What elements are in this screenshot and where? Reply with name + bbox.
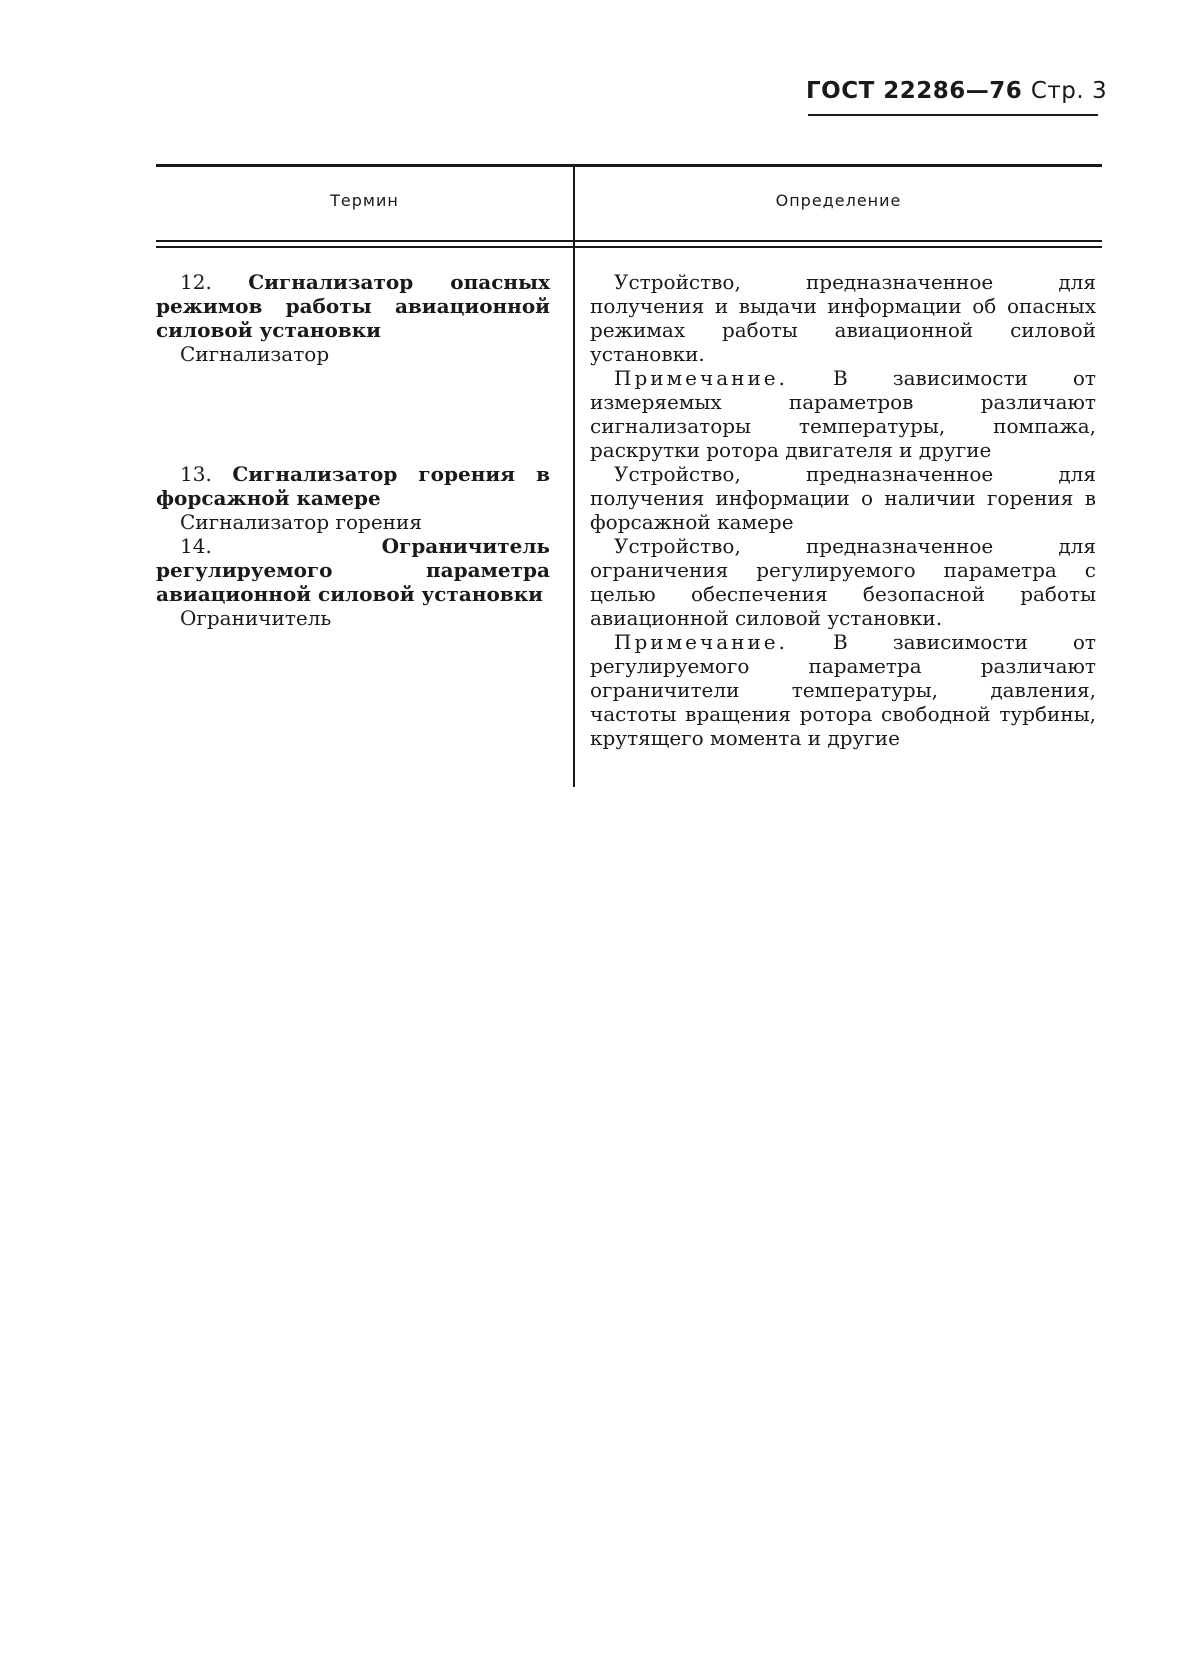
definition-entry-14 xyxy=(590,534,1096,750)
note-label: Примечание. xyxy=(614,630,788,654)
term-number: 14. xyxy=(180,534,212,558)
term-entry-12 xyxy=(156,270,550,366)
note-label: Примечание. xyxy=(614,366,788,390)
definition-entry-12 xyxy=(590,270,1096,462)
term-number: 13. xyxy=(180,462,212,486)
definition-text: Устройство, предназначенное для ограничения регулируемого параметра с целью обеспечения безопасной работы авиационной силовой установки. xyxy=(590,534,1096,630)
column-header-term: Термин xyxy=(330,191,399,210)
definition-entry-13 xyxy=(590,462,1096,534)
doc-id: ГОСТ 22286—76 xyxy=(806,78,1023,104)
table-top-rule xyxy=(156,164,1102,167)
term-short: Ограничитель xyxy=(180,606,332,630)
table-header-rule-double xyxy=(156,246,1102,248)
term-entry-14 xyxy=(156,534,550,630)
term-name: Сигнализатор опасных режимов работы авиационной силовой установки xyxy=(156,270,550,342)
term-name: Сигнализатор горения в форсажной камере xyxy=(156,462,550,510)
term-number: 12. xyxy=(180,270,212,294)
column-divider xyxy=(573,167,575,787)
term-short: Сигнализатор xyxy=(180,342,330,366)
header-rule xyxy=(808,114,1098,116)
column-header-definition: Определение xyxy=(775,191,902,210)
page-header xyxy=(806,78,1108,104)
definition-note xyxy=(590,366,1096,462)
note-text: В зависимости от измеряемых параметров различают сигнализаторы температуры, помпажа, раскрутки ротора двигателя и другие xyxy=(590,366,1096,462)
definition-text: Устройство, предназначенное для получения и выдачи информации об опасных режимах работы авиационной силовой установки. xyxy=(590,270,1096,366)
term-name: Ограничитель регулируемого параметра авиационной силовой установки xyxy=(156,534,550,606)
definition-text: Устройство, предназначенное для получения информации о наличии горения в форсажной камере xyxy=(590,462,1096,534)
definition-note xyxy=(590,630,1096,750)
term-short: Сигнализатор горения xyxy=(180,510,422,534)
table-header-rule xyxy=(156,240,1102,242)
term-main xyxy=(156,270,550,342)
term-entry-13 xyxy=(156,462,550,534)
term-main xyxy=(156,462,550,510)
page-number: Стр. 3 xyxy=(1030,78,1108,104)
note-text: В зависимости от регулируемого параметра различают ограничители температуры, давления, частоты вращения ротора свободной турбины, крутящего момента и другие xyxy=(590,630,1096,750)
term-main xyxy=(156,534,550,606)
